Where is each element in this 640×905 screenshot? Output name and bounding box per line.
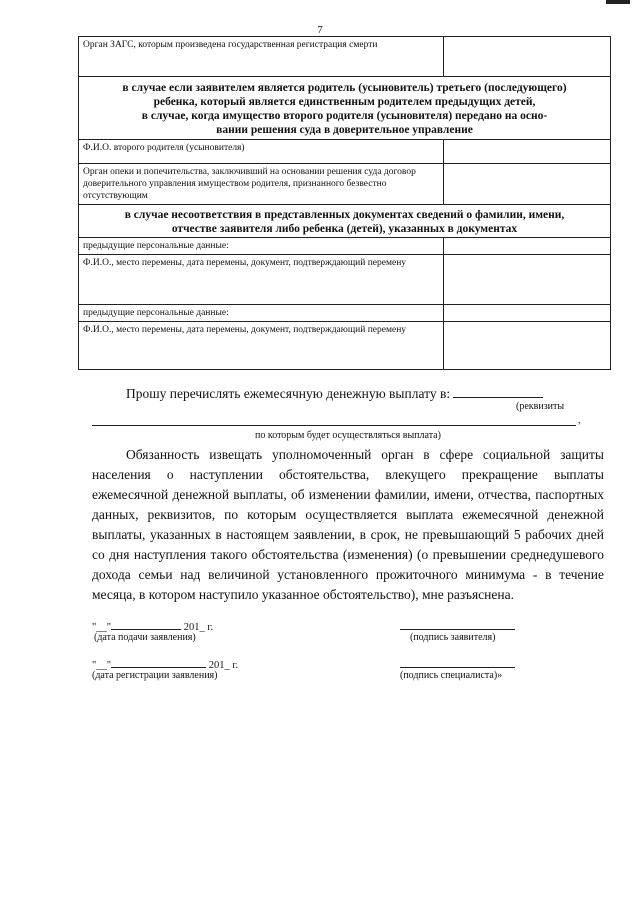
date-quotes: "__" [92,622,112,633]
name-change-value-cell[interactable] [444,322,611,370]
second-parent-label: Ф.И.О. второго родителя (усыновителя) [79,140,444,164]
zags-label: Орган ЗАГС, которым произведена государственная регистрация смерти [79,37,444,77]
specialist-signature-label: (подпись специалиста)» [400,670,503,681]
line-end-comma: , [578,415,581,426]
scan-edge-mark [606,0,630,4]
transfer-request-text: Прошу перечислять ежемесячную денежную выплату в: [126,386,451,401]
name-change-value-cell[interactable] [444,255,611,305]
previous-data-label: предыдущие персональные данные: [79,305,444,322]
previous-data-value-cell[interactable] [444,305,611,322]
submission-date-label: (дата подачи заявления) [94,632,196,643]
section-heading-name-mismatch [79,205,611,238]
year-text: 201_ г. [208,660,239,671]
guardianship-label: Орган опеки и попечительства, заключивший на основании решения суда договор доверительного управления имуществом родителя, признанного безвестно отсутствующим [79,164,444,205]
table-row [79,322,611,370]
section-heading-line: в случае, когда имущество второго родителя (усыновителя) передано на осно- [141,110,548,122]
applicant-signature-label: (подпись заявителя) [410,632,496,643]
date-quotes: "__" [92,660,112,671]
section-heading-line: в случае несоответствия в представленных документах сведений о фамилии, имени, [124,209,565,221]
page-number: 7 [317,24,323,36]
application-form-table [78,36,611,370]
previous-data-label: предыдущие персональные данные: [79,238,444,255]
applicant-signature-line[interactable] [400,629,515,630]
requisites-continuation-line[interactable] [92,425,576,426]
table-row [79,140,611,164]
requisites-blank[interactable] [453,385,543,398]
section-heading-single-parent [79,77,611,140]
section-heading-line: отчестве заявителя либо ребенка (детей), указанных в документах [171,223,518,235]
date-blank[interactable] [111,619,181,630]
requisites-hint: (реквизиты [516,401,565,412]
table-row [79,305,611,322]
section-heading-line: вании решения суда в доверительное управление [216,124,473,136]
name-change-label: Ф.И.О., место перемены, дата перемены, документ, подтверждающий перемену [79,255,444,305]
registration-date-label: (дата регистрации заявления) [92,670,218,681]
obligation-paragraph: Обязанность извещать уполномоченный орган в сфере социальной защиты населения о наступлении обстоятельства, влекущего прекращение выплаты ежемесячной денежной выплаты, об изменении фамилии, имени, отчества, паспортных данных, реквизитов, по которым осуществляется выплата ежемесячной денежной выплаты, указанных в настоящем заявлении, в срок, не превышающий 5 рабочих дней со дня наступления такого обстоятельства (изменения) (о превышении среднедушевого дохода семьи над величиной установленного прожиточного минимума - в течение месяца, в котором наступило указанное обстоятельство), мне разъяснена. [92,447,604,602]
date-blank[interactable] [111,657,206,668]
table-row [79,37,611,77]
section-heading-line: ребенка, который является единственным родителем предыдущих детей, [153,96,536,108]
requisites-hint-end: по которым будет осуществляться выплата) [255,430,441,441]
table-row [79,164,611,205]
table-row [79,238,611,255]
table-row [79,255,611,305]
guardianship-value-cell[interactable] [444,164,611,205]
second-parent-value-cell[interactable] [444,140,611,164]
year-text: 201_ г. [183,622,214,633]
specialist-signature-line[interactable] [400,667,515,668]
name-change-label: Ф.И.О., место перемены, дата перемены, документ, подтверждающий перемену [79,322,444,370]
zags-value-cell[interactable] [444,37,611,77]
previous-data-value-cell[interactable] [444,238,611,255]
section-heading-line: в случае если заявителем является родитель (усыновитель) третьего (последующего) [122,82,567,94]
